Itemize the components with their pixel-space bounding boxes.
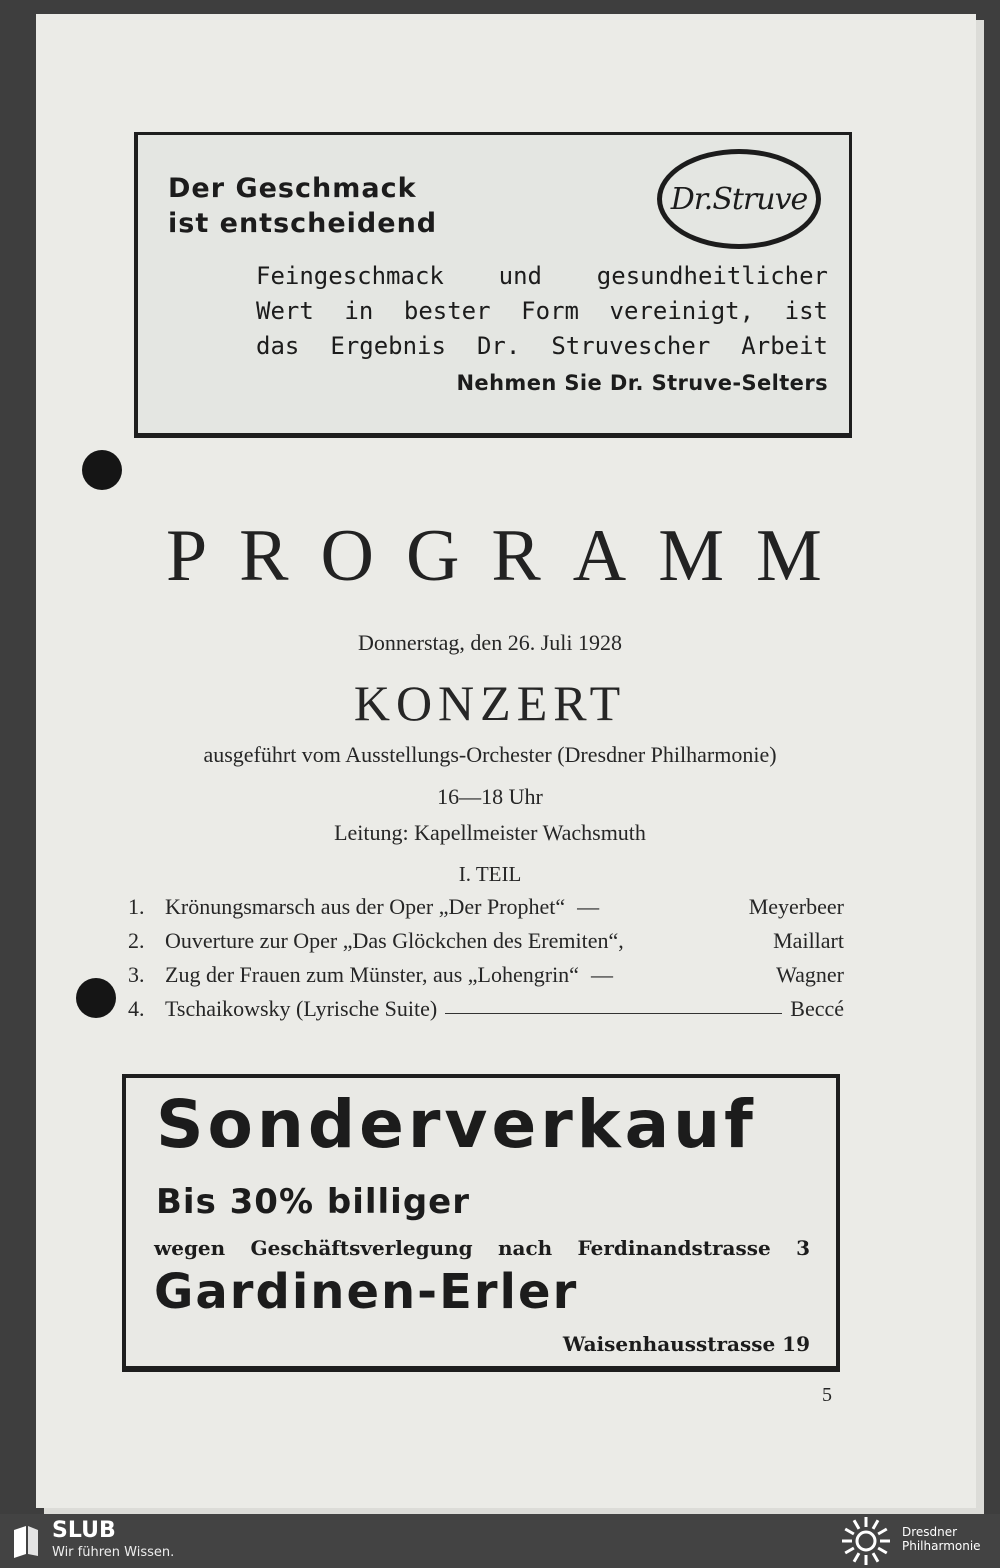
- erler-discount: Bis 30% billiger: [156, 1182, 470, 1222]
- event-heading: KONZERT: [353, 675, 627, 731]
- program-list: [128, 894, 844, 1030]
- struve-advertisement: [134, 132, 852, 438]
- item-number: 1.: [128, 894, 145, 919]
- slub-logo-icon: [12, 1524, 40, 1558]
- item-separator: —: [590, 962, 613, 987]
- erler-address: Waisenhausstrasse 19: [562, 1332, 810, 1356]
- list-item: [128, 962, 844, 996]
- headline-line: Der Geschmack: [168, 173, 417, 204]
- item-number: 4.: [128, 996, 145, 1021]
- erler-company-name: Gardinen-Erler: [154, 1264, 579, 1320]
- list-item: [128, 928, 844, 962]
- item-number: 2.: [128, 928, 145, 953]
- concert-time: 16—18 Uhr: [437, 784, 543, 809]
- document-page: [36, 14, 976, 1508]
- philharmonie-name-line: Dresdner: [902, 1525, 958, 1539]
- item-separator: —: [577, 894, 600, 919]
- page-number: 5: [822, 1384, 832, 1406]
- list-item: [128, 996, 844, 1030]
- item-composer: Meyerbeer: [748, 894, 844, 919]
- leader-line: [445, 1013, 782, 1014]
- viewer-footer: [0, 1514, 1000, 1568]
- philharmonie-name[interactable]: [902, 1525, 981, 1553]
- part-heading: I. TEIL: [458, 862, 522, 886]
- body-line: das Ergebnis Dr. Struvescher Arbeit: [256, 332, 828, 360]
- item-title: Krönungsmarsch aus der Oper „Der Prophet“: [165, 894, 566, 919]
- item-title: Zug der Frauen zum Münster, aus „Lohengrin“: [165, 962, 579, 987]
- headline-line: ist entscheidend: [168, 208, 438, 239]
- erler-advertisement: [122, 1074, 840, 1372]
- philharmonie-logo-icon: [840, 1515, 892, 1567]
- list-item: [128, 894, 844, 928]
- program-title: PROGRAMM: [166, 515, 854, 597]
- conductor-line: Leitung: Kapellmeister Wachsmuth: [334, 820, 646, 845]
- struve-headline: [168, 171, 437, 241]
- item-composer: Beccé: [790, 996, 844, 1021]
- item-number: 3.: [128, 962, 145, 987]
- item-title: Tschaikowsky (Lyrische Suite): [165, 996, 438, 1021]
- philharmonie-name-line: Philharmonie: [902, 1539, 981, 1553]
- performer-line: ausgeführt vom Ausstellungs-Orchester (Dresdner Philharmonie): [203, 742, 777, 767]
- struve-body-text: [256, 259, 828, 364]
- erler-relocation-line: wegen Geschäftsverlegung nach Ferdinandstrasse 3: [154, 1236, 810, 1260]
- item-composer: Maillart: [773, 928, 844, 953]
- slub-name[interactable]: SLUB: [52, 1518, 116, 1543]
- body-line: Feingeschmack und gesundheitlicher: [256, 262, 828, 290]
- struve-logo: [657, 149, 821, 249]
- struve-logo-text: Dr.Struve: [670, 181, 808, 217]
- erler-headline: Sonderverkauf: [156, 1086, 757, 1163]
- punch-hole: [82, 450, 122, 490]
- item-title: Ouverture zur Oper „Das Glöckchen des Eremiten“,: [165, 928, 624, 953]
- struve-tagline: Nehmen Sie Dr. Struve-Selters: [456, 371, 828, 395]
- body-line: Wert in bester Form vereinigt, ist: [256, 297, 828, 325]
- concert-date: Donnerstag, den 26. Juli 1928: [358, 630, 622, 655]
- item-composer: Wagner: [776, 962, 844, 987]
- punch-hole: [76, 978, 116, 1018]
- slub-slogan: Wir führen Wissen.: [52, 1545, 175, 1560]
